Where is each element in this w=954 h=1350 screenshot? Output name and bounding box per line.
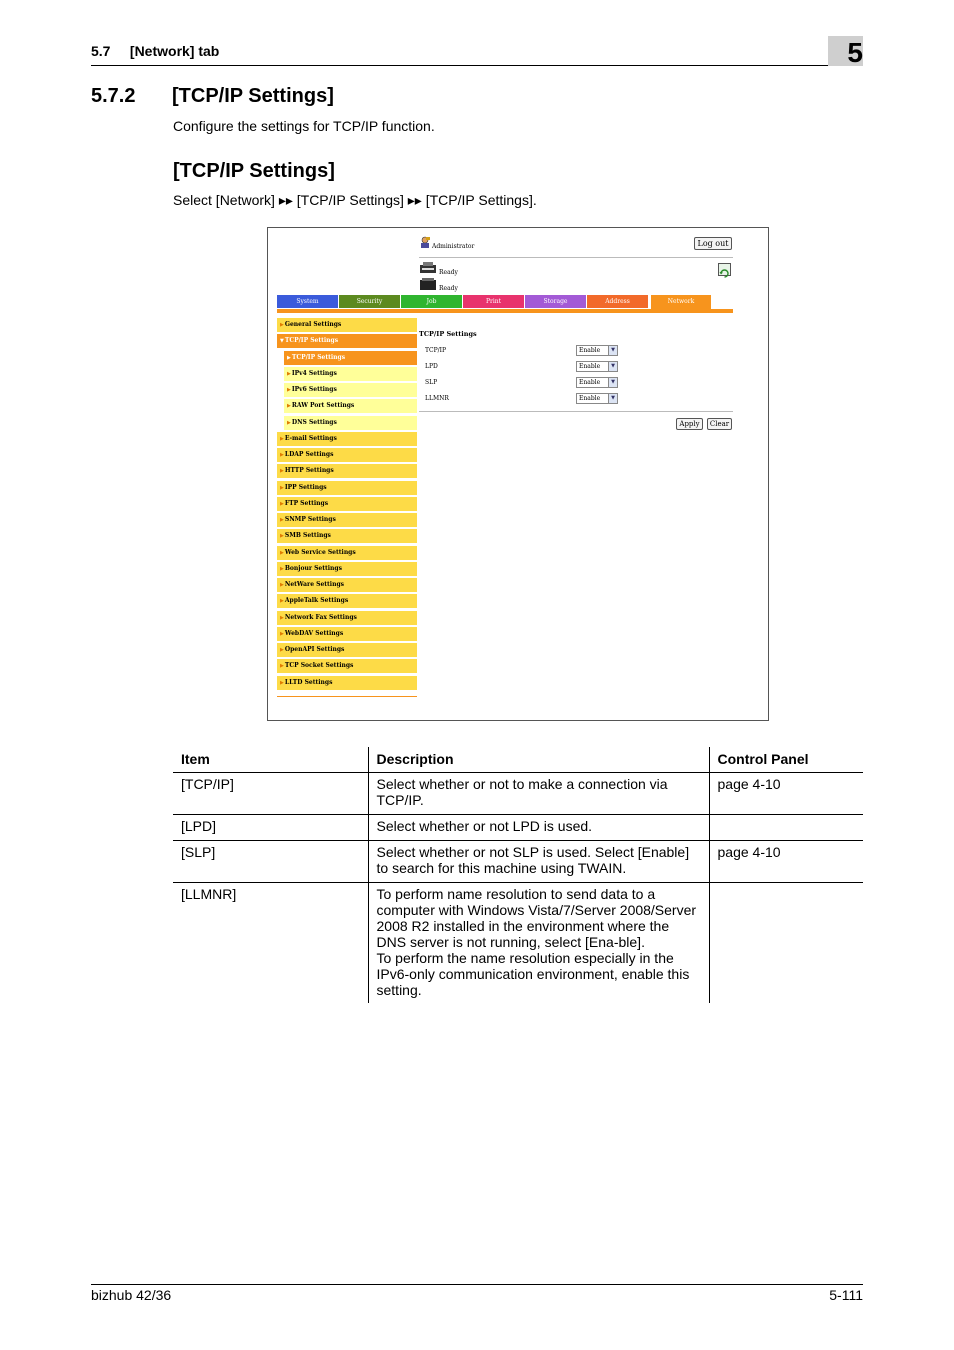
user-name: Administrator <box>432 243 475 250</box>
section-header: 5.7 [Network] tab <box>91 43 220 59</box>
triangle-right-icon: ▶ <box>280 452 284 458</box>
triangle-right-icon: ▶ <box>280 630 284 637</box>
llmnr-value: Enable <box>579 395 601 402</box>
sidebar-item-label: FTP Settings <box>284 499 329 507</box>
control-panel-cell <box>709 815 863 841</box>
footer-page-number: 5-111 <box>829 1287 863 1303</box>
column-header-description: Description <box>368 747 709 773</box>
triangle-down-icon: ▼ <box>280 338 284 345</box>
triangle-right-icon: ▶ <box>280 322 284 328</box>
lpd-label: LPD <box>425 363 438 370</box>
sidebar-item-appletalk[interactable] <box>277 594 417 608</box>
sidebar-item-bonjour[interactable] <box>277 562 417 576</box>
sidebar-item-label: Web Service Settings <box>284 548 356 556</box>
nav-bottom-rule <box>277 696 417 697</box>
printer-status: Ready <box>439 269 458 276</box>
footer-product: bizhub 42/36 <box>91 1287 172 1303</box>
logout-button[interactable]: Log out <box>694 237 732 250</box>
triangle-right-icon: ▶ <box>280 679 284 686</box>
printer-icon <box>419 262 437 274</box>
item-cell: [LPD] <box>173 815 368 841</box>
tab-network[interactable]: Network <box>651 295 711 312</box>
sidebar-item-label: IPv6 Settings <box>291 386 337 393</box>
column-header-item: Item <box>173 747 368 773</box>
table-row <box>173 841 863 883</box>
divider <box>419 257 733 258</box>
web-ui-screenshot <box>267 227 769 721</box>
triangle-right-icon: ▶ <box>280 647 284 653</box>
chevron-down-icon: ▼ <box>608 378 617 387</box>
sidebar-item-label: WebDAV Settings <box>284 629 344 637</box>
chevron-down-icon: ▼ <box>608 346 617 355</box>
section-number: 5.7.2 <box>91 85 136 107</box>
sidebar-item-label: HTTP Settings <box>284 467 334 475</box>
lpd-select[interactable] <box>576 361 618 372</box>
sidebar-item-label: Network Fax Settings <box>284 613 357 621</box>
sidebar-item-network-fax[interactable] <box>277 611 417 625</box>
sidebar-item-label: OpenAPI Settings <box>284 646 345 653</box>
sidebar-item-label: DNS Settings <box>291 418 337 426</box>
item-cell: [SLP] <box>173 841 368 883</box>
tab-security[interactable]: Security <box>339 295 400 308</box>
sidebar-item-label: LDAP Settings <box>284 451 334 458</box>
sidebar-item-general[interactable] <box>277 318 417 332</box>
triangle-right-icon: ▶ <box>280 598 284 605</box>
table-header-row <box>173 747 863 773</box>
administrator-icon <box>419 236 431 248</box>
triangle-right-icon: ▶ <box>280 614 284 621</box>
description-cell: Select whether or not LPD is used. <box>368 815 709 841</box>
intro-text: Configure the settings for TCP/IP function. <box>173 118 435 134</box>
triangle-right-icon: ▶ <box>280 565 284 572</box>
sidebar-item-tcpip[interactable] <box>277 334 417 348</box>
triangle-right-icon: ▶ <box>280 533 284 540</box>
tcpip-label: TCP/IP <box>425 347 447 354</box>
sidebar-item-webdav[interactable] <box>277 627 417 641</box>
chevron-down-icon: ▼ <box>608 362 617 371</box>
form-divider <box>419 411 733 412</box>
sidebar-item-label: IPv4 Settings <box>291 369 337 377</box>
sidebar-item-lltd[interactable] <box>277 676 417 690</box>
triangle-right-icon: ▶ <box>280 468 284 475</box>
header-rule <box>91 65 863 66</box>
refresh-icon[interactable] <box>718 263 731 276</box>
sidebar-item-label: TCP Socket Settings <box>284 662 354 670</box>
triangle-right-icon: ▶ <box>280 663 284 670</box>
scanner-icon <box>419 278 437 291</box>
sidebar-item-ipv6[interactable] <box>284 383 417 397</box>
description-cell: To perform name resolution to send data to a computer with Windows Vista/7/Server 2008/Server 2008 R2 installed in the environment where the DNS server is not running, select [Ena-ble]. To perform the name resolution especially in the IPv6-only communication environment, enable this setting. <box>368 883 709 1004</box>
column-header-control-panel: Control Panel <box>709 747 863 773</box>
sidebar-item-label: SNMP Settings <box>284 516 336 523</box>
table-row <box>173 883 863 1004</box>
sidebar-item-label: RAW Port Settings <box>291 402 355 410</box>
table-row <box>173 773 863 815</box>
triangle-right-icon: ▶ <box>280 582 284 588</box>
slp-select[interactable] <box>576 377 618 388</box>
triangle-right-icon: ▶ <box>287 354 291 361</box>
sidebar-item-email[interactable] <box>277 432 417 446</box>
tab-print[interactable]: Print <box>463 295 524 308</box>
triangle-right-icon: ▶ <box>280 549 284 556</box>
sidebar-item-snmp[interactable] <box>277 513 417 527</box>
tab-job[interactable]: Job <box>401 295 462 308</box>
triangle-right-icon: ▶ <box>287 419 291 426</box>
sidebar-item-label: NetWare Settings <box>284 581 345 588</box>
tab-system[interactable]: System <box>277 295 338 308</box>
sidebar-item-label: IPP Settings <box>284 483 327 491</box>
sidebar-item-smb[interactable] <box>277 529 417 543</box>
form-title: TCP/IP Settings <box>419 330 477 338</box>
control-panel-cell <box>709 883 863 1004</box>
triangle-right-icon: ▶ <box>287 387 291 393</box>
triangle-right-icon: ▶ <box>287 403 291 410</box>
slp-value: Enable <box>579 379 601 386</box>
triangle-right-icon: ▶ <box>280 500 284 507</box>
chapter-number: 5 <box>847 37 863 68</box>
sidebar-item-label: TCP/IP Settings <box>291 353 346 361</box>
settings-table <box>173 747 863 1003</box>
sidebar-item-label: SMB Settings <box>284 532 331 540</box>
sidebar-item-web-service[interactable] <box>277 546 417 560</box>
control-panel-cell: page 4-10 <box>709 841 863 883</box>
control-panel-cell: page 4-10 <box>709 773 863 815</box>
main-tabs <box>277 295 733 308</box>
triangle-right-icon: ▶ <box>280 517 284 523</box>
item-cell: [TCP/IP] <box>173 773 368 815</box>
description-cell: Select whether or not to make a connection via TCP/IP. <box>368 773 709 815</box>
sidebar-item-netware[interactable] <box>277 578 417 592</box>
tcpip-select[interactable] <box>576 345 618 356</box>
llmnr-label: LLMNR <box>425 395 449 402</box>
footer-rule <box>91 1284 863 1285</box>
triangle-right-icon: ▶ <box>280 435 284 442</box>
sidebar-item-label: E-mail Settings <box>284 434 337 442</box>
item-cell: [LLMNR] <box>181 886 237 902</box>
sidebar-item-ldap[interactable] <box>277 448 417 462</box>
lpd-value: Enable <box>579 363 601 370</box>
sidebar-item-http[interactable] <box>277 464 417 478</box>
description-cell: Select whether or not SLP is used. Select [Enable] to search for this machine using TWAIN. <box>368 841 709 883</box>
sidebar-item-label: LLTD Settings <box>284 678 333 686</box>
tab-address[interactable]: Address <box>587 295 648 308</box>
chevron-down-icon: ▼ <box>608 394 617 403</box>
tab-underline <box>277 309 733 313</box>
apply-button[interactable]: Apply <box>676 418 703 430</box>
sidebar-item-ftp[interactable] <box>277 497 417 511</box>
tcpip-value: Enable <box>579 347 601 354</box>
clear-button[interactable]: Clear <box>707 418 732 430</box>
sidebar-item-dns[interactable] <box>284 416 417 430</box>
sidebar-item-openapi[interactable] <box>277 643 417 657</box>
subsection-title: [TCP/IP Settings] <box>173 160 335 182</box>
sidebar-item-ipp[interactable] <box>277 481 417 495</box>
triangle-right-icon: ▶ <box>280 484 284 491</box>
sidebar-item-label: Bonjour Settings <box>284 564 342 572</box>
slp-label: SLP <box>425 379 438 386</box>
sidebar-item-label: AppleTalk Settings <box>284 597 349 605</box>
sidebar-item-label: TCP/IP Settings <box>284 337 339 345</box>
scanner-status: Ready <box>439 285 458 292</box>
sidebar-item-ipv4[interactable] <box>284 367 417 381</box>
sidebar-item-label: General Settings <box>284 321 342 328</box>
navigation-path: Select [Network] ▸▸ [TCP/IP Settings] ▸▸ [TCP/IP Settings]. <box>173 192 537 208</box>
sidebar-item-tcp-socket[interactable] <box>277 659 417 673</box>
section-title-text: [TCP/IP Settings] <box>172 85 334 107</box>
sidebar-item-tcpip-sub[interactable] <box>284 351 417 365</box>
sidebar-item-raw-port[interactable] <box>284 399 417 413</box>
llmnr-select[interactable] <box>576 393 618 404</box>
section-title <box>91 85 334 108</box>
tab-storage[interactable]: Storage <box>525 295 586 308</box>
triangle-right-icon: ▶ <box>287 370 291 377</box>
table-row <box>173 815 863 841</box>
